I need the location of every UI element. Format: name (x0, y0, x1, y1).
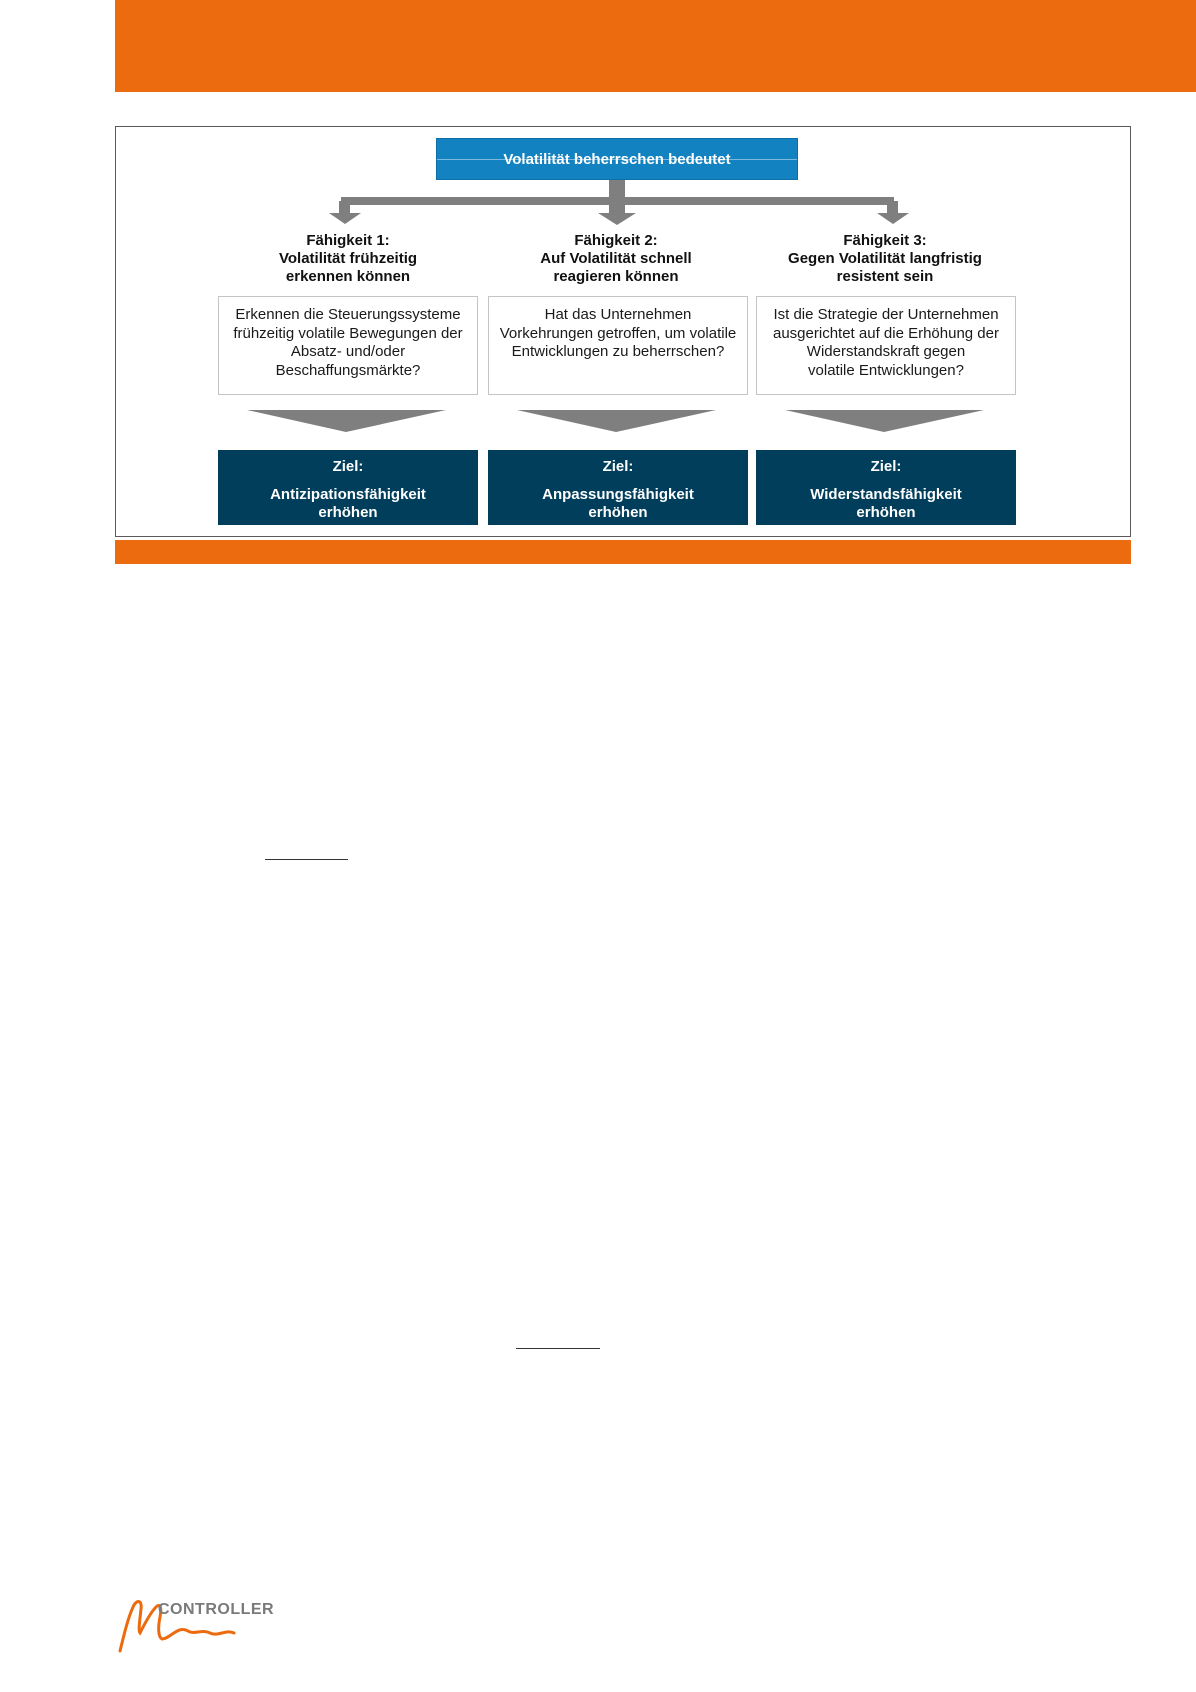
goal-line: erhöhen (318, 504, 378, 521)
question-box-3 (756, 296, 1016, 395)
footnote-separator (265, 859, 348, 860)
question-line: Erkennen die Steuerungssysteme (235, 306, 461, 323)
goal-label: Ziel: (870, 458, 902, 475)
figure-header-text: Volatilität beherrschen bedeutet (503, 150, 731, 168)
capability-3-line: resistent sein (836, 268, 934, 285)
capability-3-label: Fähigkeit 3: (843, 232, 927, 249)
goal-box-1 (218, 450, 478, 525)
goal-line: Widerstandsfähigkeit (810, 485, 962, 503)
capability-2-title (486, 232, 746, 286)
figure-bottom-strip (115, 540, 1131, 564)
goal-line: erhöhen (856, 504, 916, 521)
goal-box-3 (756, 450, 1016, 525)
goal-box-2 (488, 450, 748, 525)
goal-line: Anpassungsfähigkeit (542, 485, 694, 503)
question-line: Absatz- und/oder (290, 343, 406, 360)
chevron-down-icon (785, 410, 984, 432)
question-line: Entwicklungen zu beherrschen? (511, 343, 725, 360)
controller-magazin-logo (114, 1595, 275, 1655)
capability-1-label: Fähigkeit 1: (306, 232, 390, 249)
question-line: Vorkehrungen getroffen, um volatile (499, 324, 737, 342)
chevron-down-icon (517, 410, 716, 432)
question-line: frühzeitig volatile Bewegungen der (233, 324, 463, 342)
capability-3-line: Gegen Volatilität langfristig (788, 250, 982, 267)
goal-line: Antizipationsfähigkeit (270, 485, 426, 503)
footnote-separator (516, 1348, 600, 1349)
question-box-1 (218, 296, 478, 395)
capability-3-title (755, 232, 1015, 286)
goal-label: Ziel: (332, 458, 364, 475)
goal-line: erhöhen (588, 504, 648, 521)
question-line: Widerstandskraft gegen (806, 343, 966, 360)
goal-label: Ziel: (602, 458, 634, 475)
capability-1-line: Volatilität frühzeitig (278, 250, 418, 267)
capability-1-title (218, 232, 478, 286)
question-line: Beschaffungsmärkte? (275, 361, 421, 379)
capability-1-line: erkennen können (285, 268, 411, 285)
question-line: Ist die Strategie der Unternehmen (773, 306, 999, 323)
capability-2-label: Fähigkeit 2: (574, 232, 658, 249)
capability-2-line: reagieren können (553, 268, 679, 285)
question-box-2 (488, 296, 748, 395)
chevron-down-icon (247, 410, 446, 432)
question-line: Hat das Unternehmen (544, 306, 692, 323)
capability-2-line: Auf Volatilität schnell (540, 250, 692, 267)
logo-word: CONTROLLER (158, 1601, 275, 1618)
question-line: ausgerichtet auf die Erhöhung der (773, 324, 999, 342)
question-line: volatile Entwicklungen? (808, 361, 964, 379)
